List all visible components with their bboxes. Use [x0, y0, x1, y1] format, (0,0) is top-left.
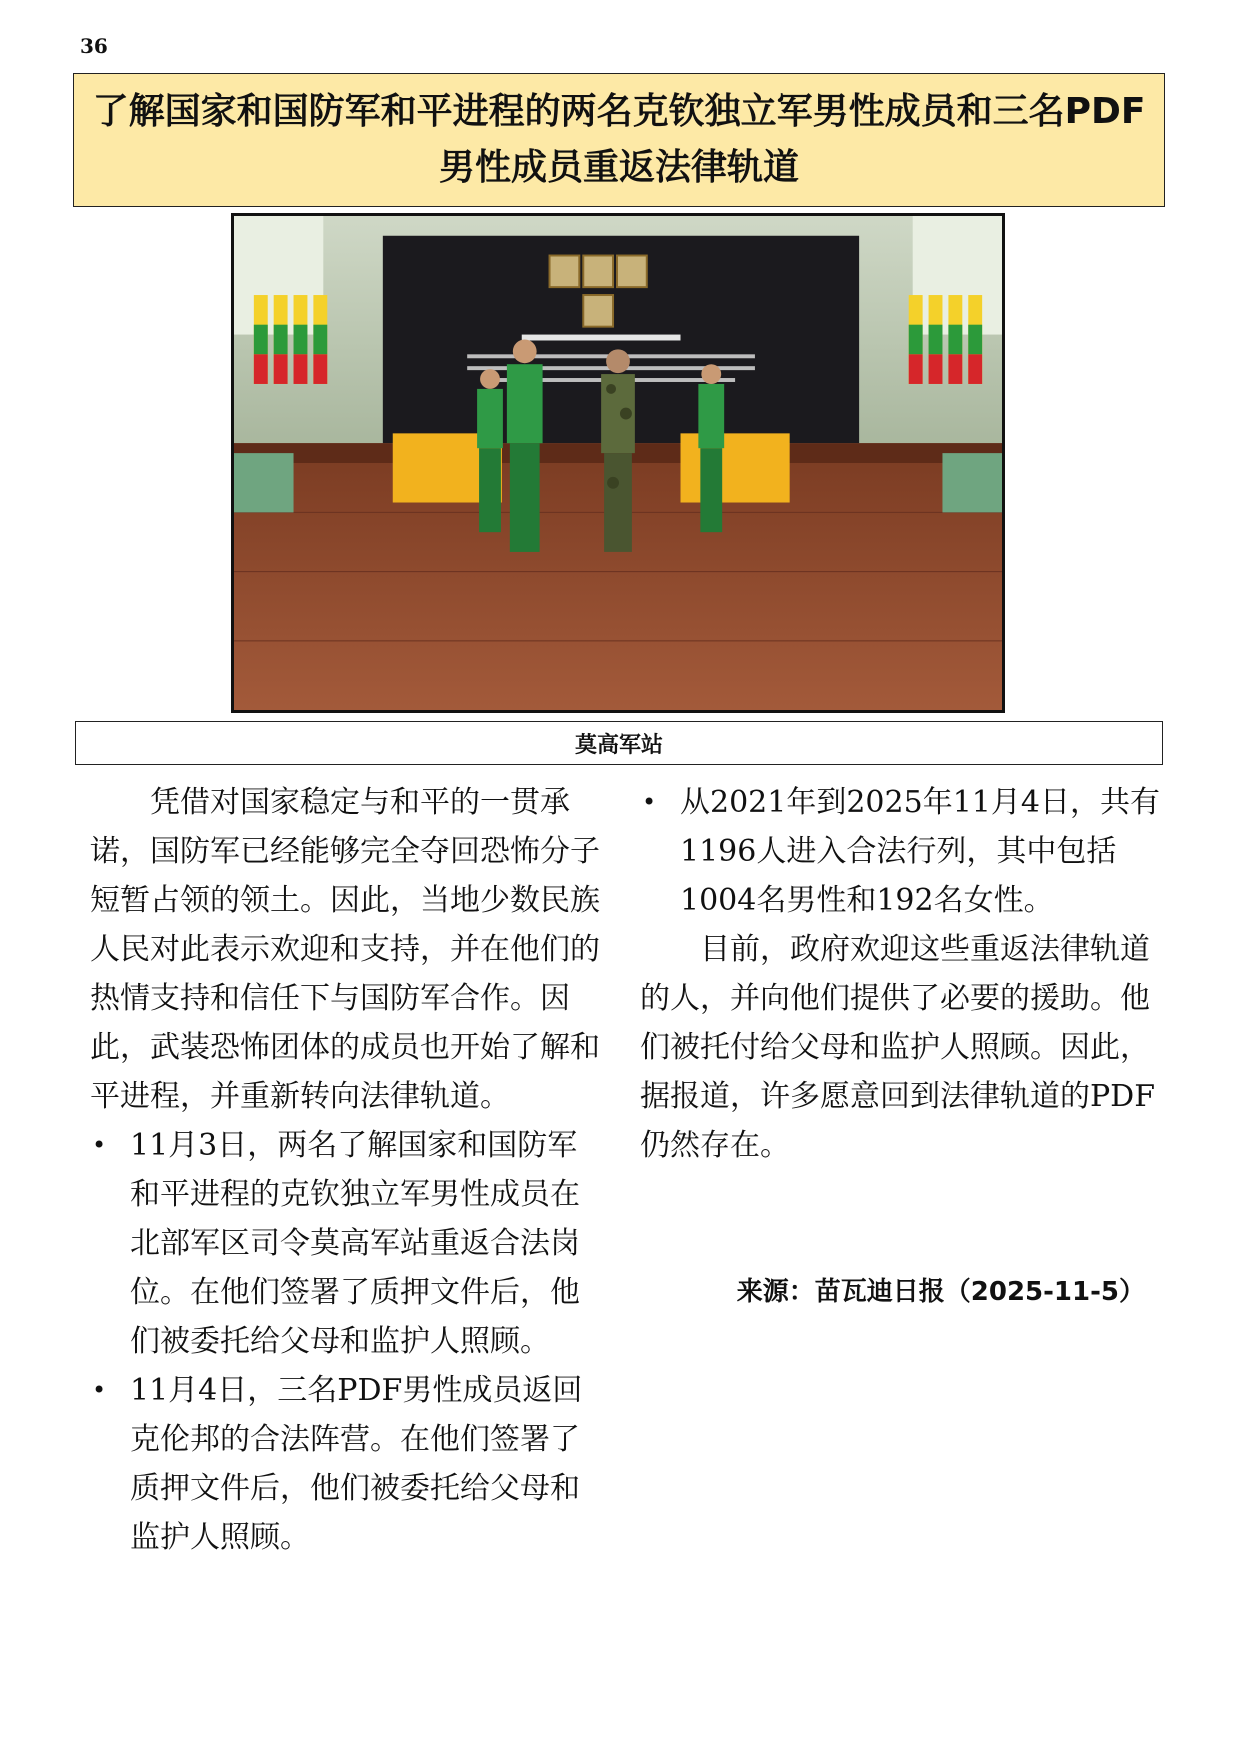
closing-paragraph: 目前，政府欢迎这些重返法律轨道的人，并向他们提供了必要的援助。他们被托付给父母和监护人照顾。因此，据报道，许多愿意回到法律轨道的PDF仍然存在。 — [640, 932, 1156, 1163]
article-source: 来源：苗瓦迪日报（2025-11-5） — [736, 1277, 1145, 1307]
title-line-2: 男性成员重返法律轨道 — [438, 147, 799, 188]
right-column — [640, 778, 1160, 1317]
bullet-list-left — [90, 1121, 605, 1562]
left-column — [90, 778, 605, 1562]
article-title — [73, 73, 1165, 207]
photo-caption: 莫高军站 — [75, 721, 1163, 765]
bullet-item-3: • 从2021年到2025年11月4日，共有1196人进入合法行列，其中包括1004名男性和192名女性。 — [640, 778, 1160, 925]
page-number: 36 — [80, 34, 108, 58]
article-photo — [231, 213, 1005, 713]
title-line-1: 了解国家和国防军和平进程的两名克钦独立军男性成员和三名PDF — [92, 91, 1146, 132]
bullet-item-1: • 11月3日，两名了解国家和国防军和平进程的克钦独立军男性成员在北部军区司令莫高军站重返合法岗位。在他们签署了质押文件后，他们被委托给父母和监护人照顾。 — [90, 1121, 605, 1366]
bullet-item-2: • 11月4日，三名PDF男性成员返回克伦邦的合法阵营。在他们签署了质押文件后，他们被委托给父母和监护人照顾。 — [90, 1366, 605, 1562]
intro-paragraph: 凭借对国家稳定与和平的一贯承诺，国防军已经能够完全夺回恐怖分子短暂占领的领土。因此，当地少数民族人民对此表示欢迎和支持，并在他们的热情支持和信任下与国防军合作。因此，武装恐怖团体的成员也开始了解和平进程，并重新转向法律轨道。 — [90, 785, 600, 1114]
ceremony-photo-illustration — [234, 216, 1002, 710]
bullet-list-right — [640, 778, 1160, 925]
